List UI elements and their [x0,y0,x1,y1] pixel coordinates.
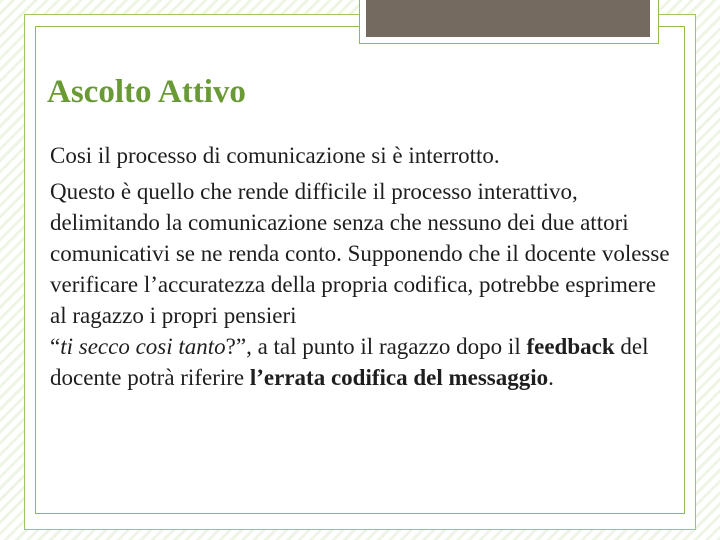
open-quote: “ [50,334,61,359]
close-quote-text: ?”, a tal punto il ragazzo dopo il [225,334,527,359]
paragraph-2-intro: Questo è quello che rende difficile il processo interattivo, delimitando la comunicazione senza che nessuno dei due attori comunicativi se ne renda conto. Supponendo che il docente volesse verificare l’accuratezza della propria codifica, potrebbe esprimere al ragazzo i propri pensieri [50,179,670,328]
bold-conclusion: l’errata codifica del messaggio [249,365,549,390]
end-text: . [548,365,554,390]
header-tab [366,0,650,37]
paragraph-1: Cosi il processo di comunicazione si è interrotto. [50,143,500,168]
paragraph-2 [50,176,675,393]
slide-body [50,140,675,393]
quote-italic: ti secco cosi tanto [60,334,226,359]
slide-title: Ascolto Attivo [47,74,246,110]
middle-text: del docente potrà riferire [50,334,649,390]
bold-feedback: feedback [526,334,615,359]
